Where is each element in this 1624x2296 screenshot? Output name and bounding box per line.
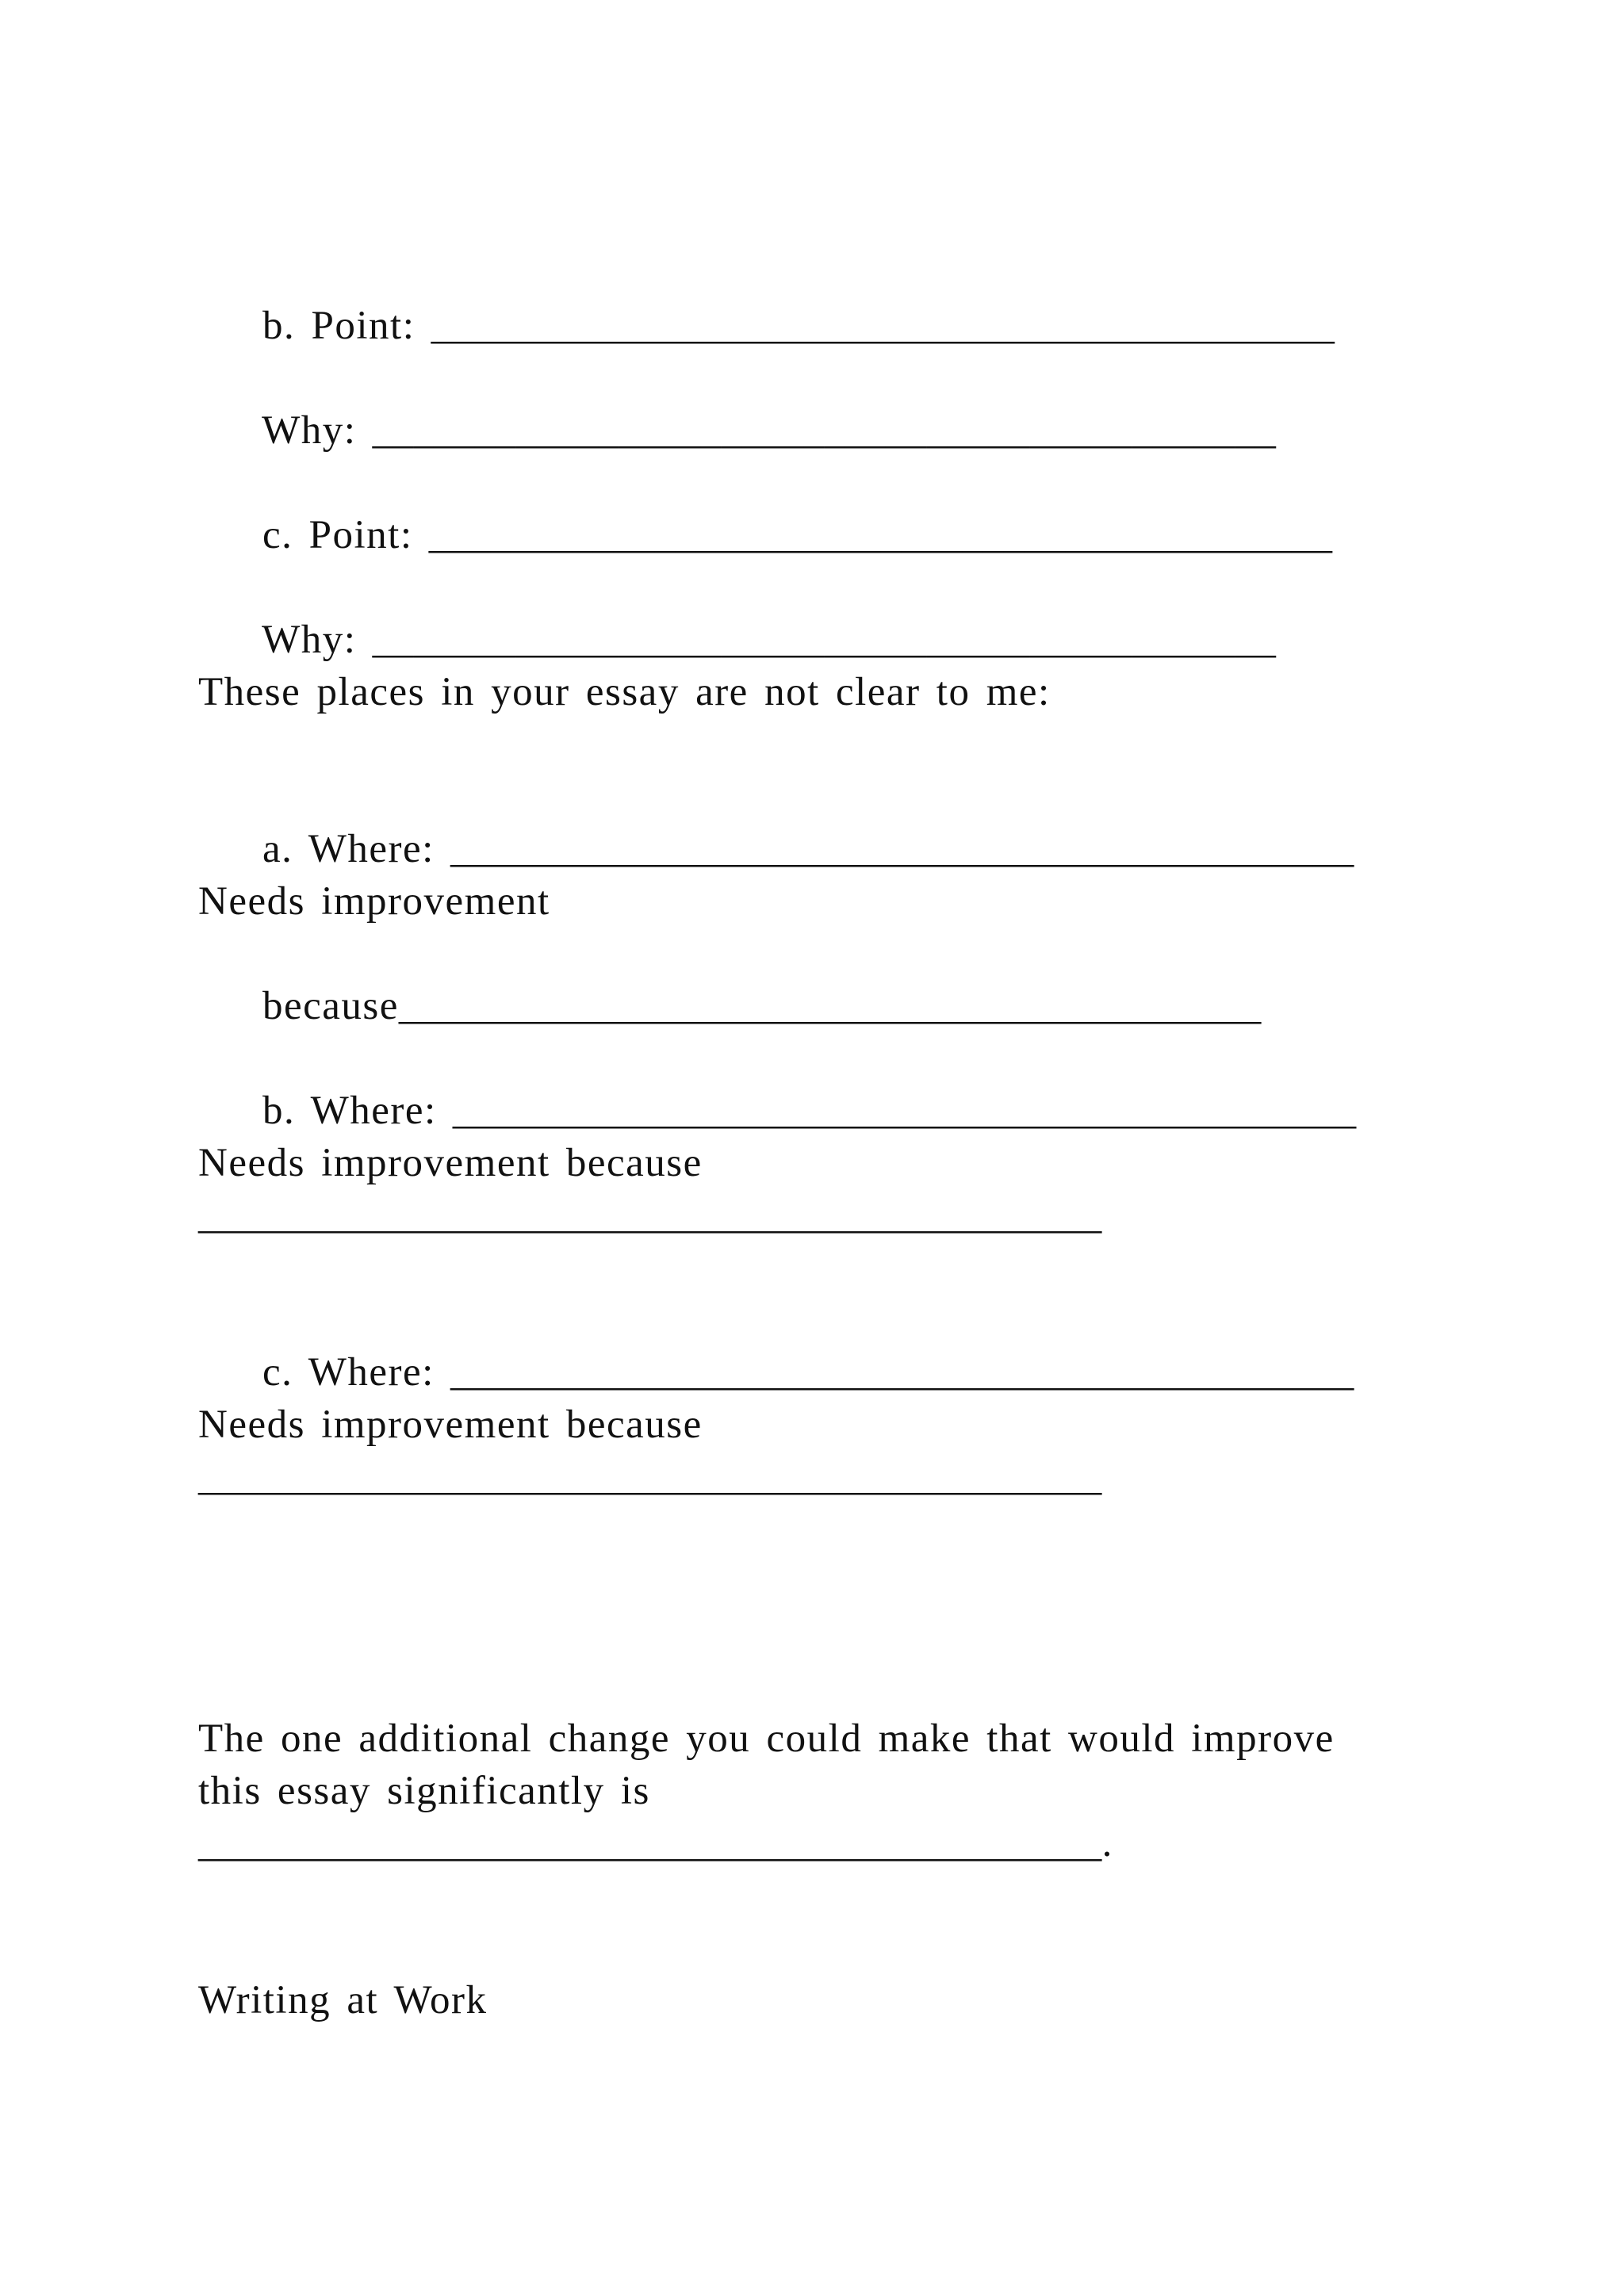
additional-change-line-2: this essay significantly is	[198, 1769, 650, 1813]
where-b-label: b. Where:	[262, 1089, 453, 1133]
where-a-blank: ____________________________________________	[450, 827, 1354, 871]
point-b-blank: ____________________________________________	[431, 304, 1335, 348]
where-c-blank: ____________________________________________	[450, 1350, 1354, 1395]
why-c-label: Why:	[262, 618, 373, 662]
why-b-blank: ____________________________________________	[372, 408, 1277, 453]
where-b-blank: ____________________________________________	[452, 1089, 1357, 1133]
needs-improvement-b-blank: ____________________________________________	[198, 1193, 1102, 1238]
where-a-label: a. Where:	[262, 827, 451, 871]
unclear-heading: These places in your essay are not clear to me:	[198, 670, 1051, 714]
where-c-label: c. Where:	[262, 1350, 451, 1395]
needs-improvement-a-label: Needs improvement	[198, 879, 550, 924]
needs-improvement-c-blank: ____________________________________________	[198, 1455, 1102, 1499]
because-a-label: because	[262, 984, 399, 1028]
needs-improvement-b-label: Needs improvement because	[198, 1141, 703, 1185]
section-heading: Writing at Work	[198, 1978, 488, 2022]
additional-change-line-1: The one additional change you could make that would improve	[198, 1716, 1335, 1761]
additional-change-blank: ____________________________________________.	[198, 1821, 1113, 1866]
point-c-blank: ____________________________________________	[428, 513, 1333, 557]
point-c-label: c. Point:	[262, 513, 429, 557]
point-b-label: b. Point:	[262, 304, 431, 348]
why-b-label: Why:	[262, 408, 373, 453]
needs-improvement-c-label: Needs improvement because	[198, 1402, 703, 1447]
because-a-blank: __________________________________________	[398, 984, 1262, 1028]
why-c-blank: ____________________________________________	[372, 618, 1277, 662]
